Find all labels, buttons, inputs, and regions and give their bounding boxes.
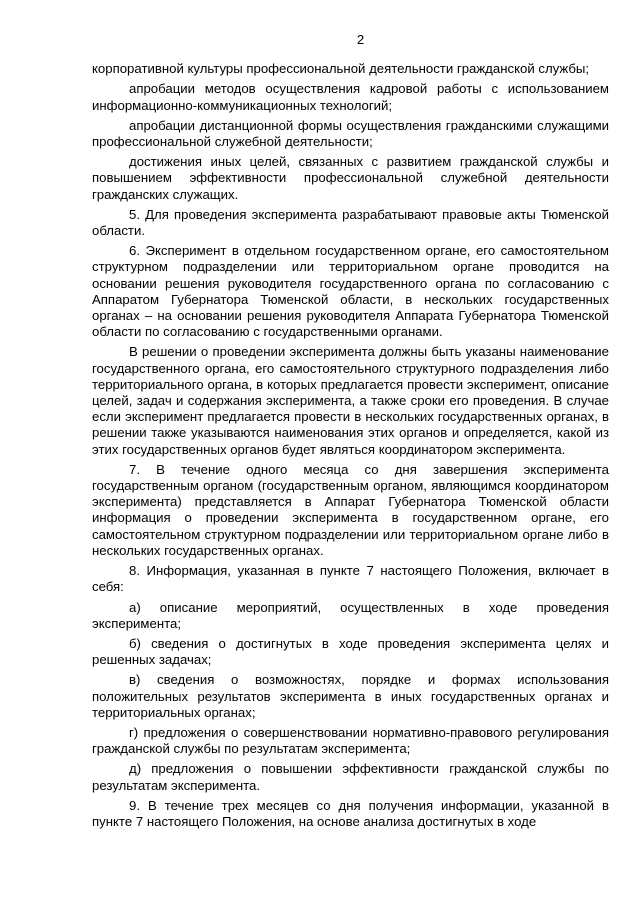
clause-8-item-a: а) описание мероприятий, осуществленных в ходе проведения эксперимента; (92, 599, 609, 631)
clause-8-item-v: в) сведения о возможностях, порядке и формах использования положительных результатов эксперимента в иных государственных органах и территориальных органах; (92, 672, 609, 720)
clause-6-decision: В решении о проведении эксперимента должны быть указаны наименование государственного органа, его самостоятельного структурного подразделения либо территориального органа, в которых предлагается провести эксперимент, описание целей, задач и содержания эксперимента, а также сроки его проведения. В случае если эксперимент предлагается провести в нескольких государственных органах, в решении также указываются наименования этих органов и определяется, какой из этих государственных органов будет являться координатором эксперимента. (92, 344, 609, 457)
paragraph-remote-work: апробации дистанционной формы осуществления гражданскими служащими профессиональной служебной деятельности; (92, 117, 609, 150)
page-number: 2 (356, 32, 365, 47)
clause-6: 6. Эксперимент в отдельном государственном органе, его самостоятельном структурном подразделении или территориальном органе проводится на основании решения руководителя государственного органа по согласованию с Аппаратом Губернатора Тюменской области, в нескольких государственных органах – на основании решения руководителя Аппарата Губернатора Тюменской области по согласованию с государственными органами. (92, 243, 609, 340)
paragraph-culture: корпоративной культуры профессиональной деятельности гражданской службы; (92, 61, 590, 77)
clause-5: 5. Для проведения эксперимента разрабатывают правовые акты Тюменской области. (92, 206, 609, 239)
clause-8-item-g: г) предложения о совершенствовании нормативно-правового регулирования гражданской службы по результатам эксперимента; (92, 724, 609, 757)
clause-9: 9. В течение трех месяцев со дня получения информации, указанной в пункте 7 настоящего Положения, на основе анализа достигнутых в ходе (92, 797, 609, 829)
document-body (92, 61, 609, 830)
paragraph-other-goals: достижения иных целей, связанных с развитием гражданской службы и повышением эффективности профессиональной служебной деятельности гражданских служащих. (92, 154, 609, 202)
paragraph-hr-methods: апробации методов осуществления кадровой работы с использованием информационно-коммуникационных технологий; (92, 81, 609, 113)
clause-8-item-b: б) сведения о достигнутых в ходе проведения эксперимента целях и решенных задачах; (92, 635, 609, 668)
clause-7: 7. В течение одного месяца со дня завершения эксперимента государственным органом (государственным органом, являющимся координатором эксперимента) представляется в Аппарат Губернатора Тюменской области информация о проведении эксперимента в государственном органе, его самостоятельном структурном подразделении или территориальном органе либо в нескольких государственных органах. (92, 461, 609, 558)
clause-8-item-d: д) предложения о повышении эффективности гражданской службы по результатам эксперимента. (92, 761, 609, 793)
clause-8: 8. Информация, указанная в пункте 7 настоящего Положения, включает в себя: (92, 563, 609, 595)
